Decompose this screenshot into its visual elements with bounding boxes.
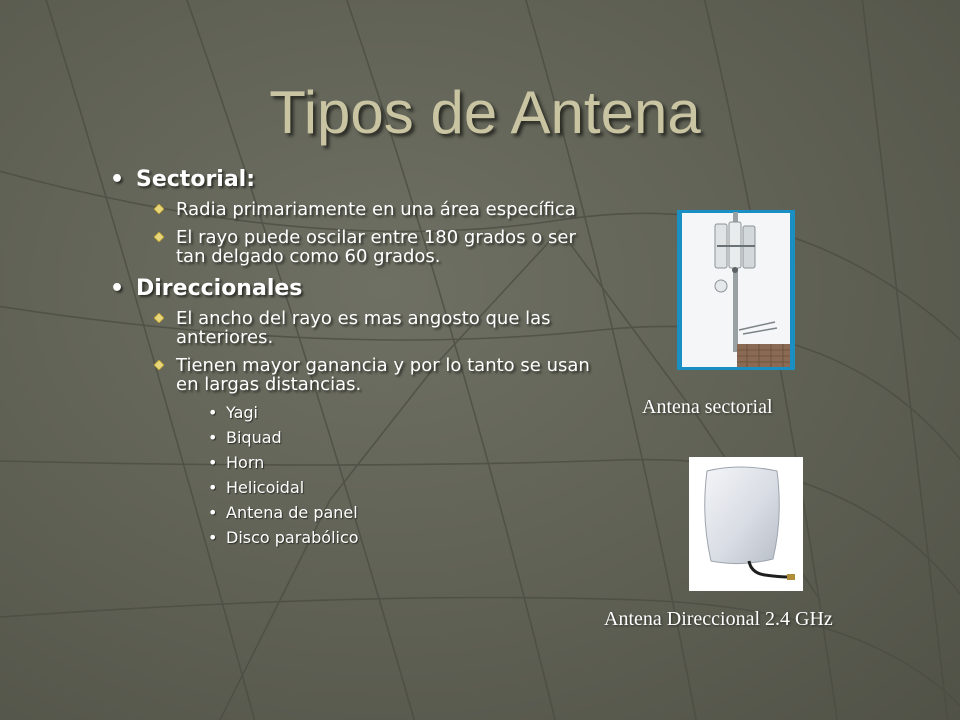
bullet-dot-icon: • [208, 428, 218, 447]
sub-list-item-text: Biquad [226, 428, 282, 447]
bullet-dot-icon: • [208, 403, 218, 422]
panel-antenna-photo [689, 457, 803, 591]
sub-list-item-text: Yagi [226, 403, 258, 422]
sub-list-item-text: Helicoidal [226, 478, 305, 497]
diamond-bullet-icon [154, 313, 164, 323]
diamond-bullet-icon [154, 232, 164, 242]
directional-caption: Antena Direccional 2.4 GHz [604, 608, 833, 630]
sectorial-caption: Antena sectorial [642, 396, 773, 418]
section-label: Sectorial: [136, 167, 256, 192]
sub-list-item [110, 453, 630, 473]
sub-list-item [110, 478, 630, 498]
list-item-text: El ancho del rayo es mas angosto que las anteriores. [176, 308, 551, 348]
bullet-dot-icon: • [208, 478, 218, 497]
bullet-dot-icon: • [110, 167, 125, 192]
sub-list-item [110, 503, 630, 523]
section-label: Direccionales [136, 276, 303, 301]
sub-list-item [110, 428, 630, 448]
diamond-bullet-icon [154, 204, 164, 214]
list-item [110, 228, 606, 266]
bullet-list [110, 166, 630, 553]
sectorial-antenna-image [677, 210, 795, 370]
diamond-bullet-icon [154, 360, 164, 370]
list-item [110, 309, 606, 347]
sub-list-item-text: Horn [226, 453, 265, 472]
bullet-dot-icon: • [110, 276, 125, 301]
list-item-text: El rayo puede oscilar entre 180 grados o ser tan delgado como 60 grados. [176, 227, 576, 267]
bullet-dot-icon: • [208, 453, 218, 472]
list-item-text: Radia primariamente en una área específica [176, 199, 576, 220]
sub-list-item [110, 403, 630, 423]
list-item [110, 200, 606, 219]
sub-list-item-text: Antena de panel [226, 503, 358, 522]
bullet-dot-icon: • [208, 528, 218, 547]
sectorial-antenna-photo [677, 210, 795, 370]
list-item-text: Tienen mayor ganancia y por lo tanto se usan en largas distancias. [176, 355, 590, 395]
sub-list-item [110, 528, 630, 548]
list-item [110, 356, 606, 394]
section-sectorial [110, 166, 630, 194]
bullet-dot-icon: • [208, 503, 218, 522]
panel-antenna-image [689, 457, 803, 591]
section-direccionales [110, 275, 630, 303]
slide-title: Tipos de Antena [269, 79, 701, 146]
sub-list-item-text: Disco parabólico [226, 528, 359, 547]
